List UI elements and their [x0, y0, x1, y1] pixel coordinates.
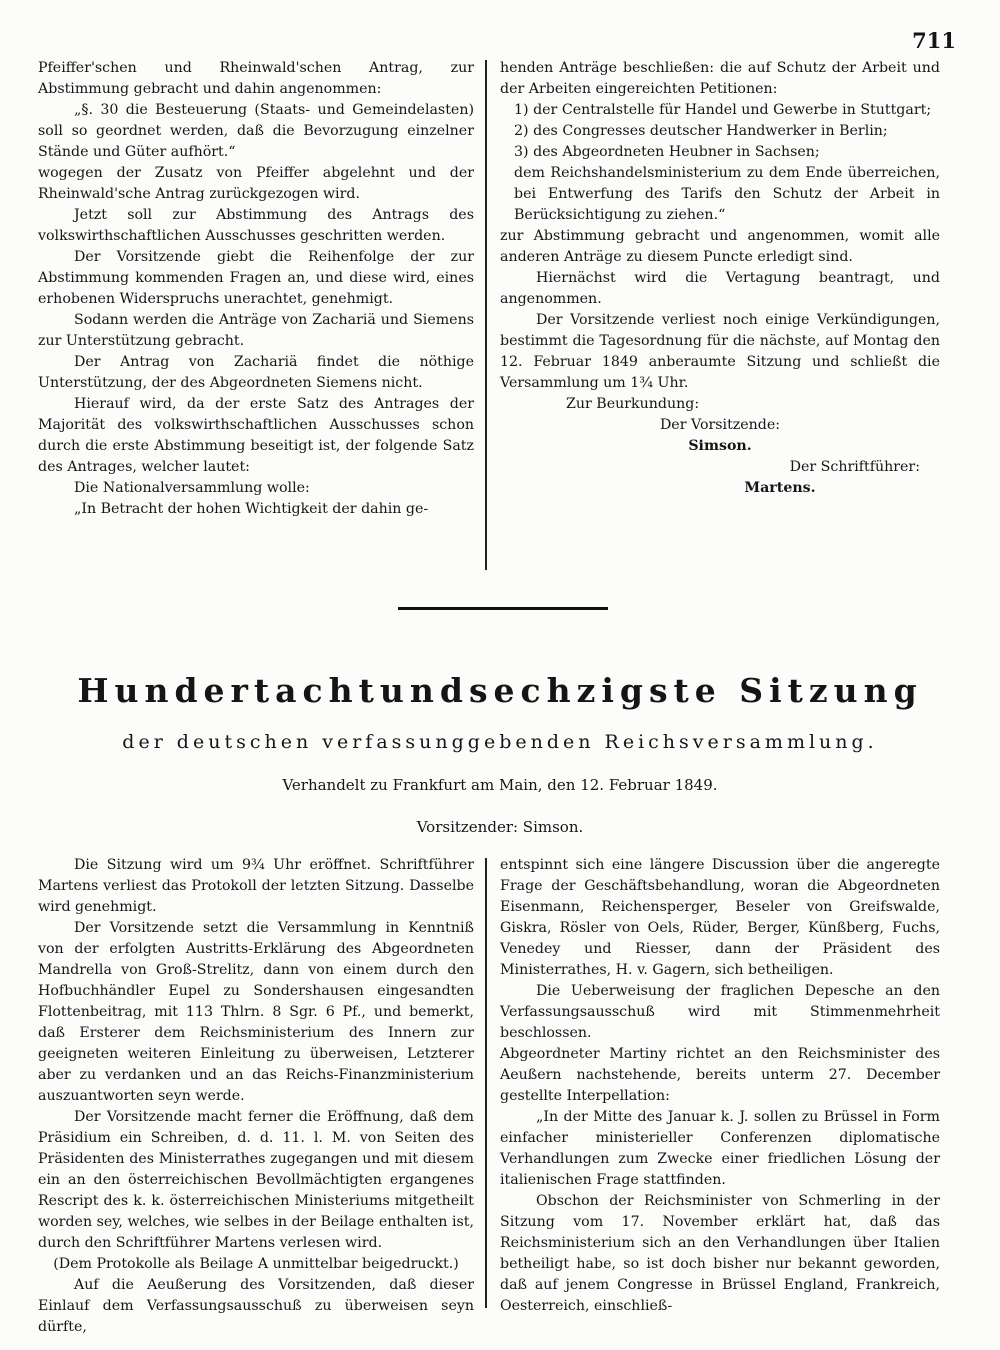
quote-paragraph: „§. 30 die Besteuerung (Staats- und Gemeindelasten) soll so geordnet werden, daß die Bevorzugung einzelner Stände und Güter aufhört.“: [38, 102, 474, 160]
paragraph: entspinnt sich eine längere Discussion über die angeregte Frage der Geschäftsbehandlung, woran die Abgeordneten Eisenmann, Reichensperger, Beseler von Greifswalde, Giskra, Rösler von Oels, Rüder, Berger, Künßberg, Fuchs, Venedey und Riesser, dann der Präsident des Ministerrathes, H. v. Gagern, sich betheiligen.: [500, 857, 940, 978]
bottom-left-column: [38, 855, 474, 1338]
section-divider: [398, 607, 608, 610]
paragraph: wogegen der Zusatz von Pfeiffer abgelehnt und der Rheinwald'sche Antrag zurückgezogen wird.: [38, 165, 474, 202]
page-number: 711: [912, 28, 956, 53]
paragraph: Pfeiffer'schen und Rheinwald'schen Antrag, zur Abstimmung gebracht und dahin angenommen:: [38, 60, 474, 97]
paragraph: Die Nationalversammlung wolle:: [74, 480, 310, 496]
session-chair: Vorsitzender: Simson.: [416, 818, 584, 836]
secretary-title: Der Schriftführer:: [789, 459, 920, 475]
bottom-right-column: [500, 855, 940, 1317]
paragraph: Sodann werden die Anträge von Zachariä und Siemens zur Unterstützung gebracht.: [38, 312, 474, 349]
paragraph: zur Abstimmung gebracht und angenommen, womit alle anderen Anträge zu diesem Puncte erledigt sind.: [500, 228, 940, 265]
paragraph: Der Vorsitzende setzt die Versammlung in Kenntniß von der erfolgten Austritts-Erklärung des Abgeordneten Mandrella von Groß-Strelitz, dann von einem durch den Hofbuchhändler Eupel zu Sondershausen eingesandten Flottenbeitrag, mit 113 Thlrn. 8 Sgr. 6 Pf., und bemerkt, daß Ersterer dem Reichsministerium des Innern zur geeigneten weiteren Einleitung zu überweisen, Letzterer aber zu verdanken und an das Reichs-Finanzministerium auszuantworten seyn werde.: [38, 920, 474, 1104]
list-item: 2) des Congresses deutscher Handwerker in Berlin;: [514, 123, 888, 139]
paragraph: Der Vorsitzende macht ferner die Eröffnung, daß dem Präsidium ein Schreiben, d. d. 11. l. M. von Seiten des Präsidenten des Ministerrathes zugegangen und mit diesem ein an den österreichischen Bevollmächtigten ergangenes Rescript des k. k. österreichischen Ministeriums mitgetheilt worden sey, welches, wie selbes in der Beilage enthalten ist, durch den Schriftführer Martens verlesen wird.: [38, 1109, 474, 1251]
paragraph: (Dem Protokolle als Beilage A unmittelbar beigedruckt.): [53, 1256, 459, 1272]
paragraph: Auf die Aeußerung des Vorsitzenden, daß dieser Einlauf dem Verfassungsausschuß zu überweisen seyn dürfte,: [38, 1277, 474, 1335]
column-divider: [485, 858, 487, 1308]
session-subheading: der deutschen verfassunggebenden Reichsversammlung.: [122, 731, 878, 753]
paragraph: dem Reichshandelsministerium zu dem Ende überreichen, bei Entwerfung des Tarifs den Schutz der Arbeit in Berücksichtigung zu ziehen.“: [514, 165, 940, 223]
chair-title: Der Vorsitzende:: [659, 417, 781, 433]
top-right-column: [500, 58, 940, 499]
quote-paragraph: „In Betracht der hohen Wichtigkeit der dahin ge-: [74, 501, 429, 517]
list-item: 3) des Abgeordneten Heubner in Sachsen;: [514, 144, 820, 160]
top-left-column: [38, 58, 474, 520]
list-item: 1) der Centralstelle für Handel und Gewerbe in Stuttgart;: [514, 102, 932, 118]
session-heading: Hundertachtundsechzigste Sitzung: [77, 671, 923, 710]
paragraph: Jetzt soll zur Abstimmung des Antrags des volkswirthschaftlichen Ausschusses geschritten werden.: [38, 207, 474, 244]
paragraph: Obschon der Reichsminister von Schmerling in der Sitzung vom 17. November erklärt hat, daß das Reichsministerium sich an den Verhandlungen über Italien betheiligt habe, so ist doch bisher nur bekannt geworden, daß auf jenem Congresse in Brüssel England, Frankreich, Oesterreich, einschließ-: [500, 1193, 940, 1314]
paragraph: Hiernächst wird die Vertagung beantragt, und angenommen.: [500, 270, 940, 307]
attestation-label: Zur Beurkundung:: [566, 396, 700, 412]
chair-signature: Simson.: [688, 438, 752, 454]
paragraph: Der Vorsitzende giebt die Reihenfolge der zur Abstimmung kommenden Fragen an, und diese wird, eines erhobenen Widerspruchs unerachtet, genehmigt.: [38, 249, 474, 307]
session-date: Verhandelt zu Frankfurt am Main, den 12. Februar 1849.: [282, 776, 718, 794]
quote-paragraph: „In der Mitte des Januar k. J. sollen zu Brüssel in Form einfacher ministerieller Conferenzen diplomatische Verhandlungen zum Zwecke einer friedlichen Lösung der italienischen Frage stattfinden.: [500, 1109, 940, 1188]
column-divider: [485, 60, 487, 570]
paragraph: Der Antrag von Zachariä findet die nöthige Unterstützung, der des Abgeordneten Siemens nicht.: [38, 354, 474, 391]
paragraph: Die Ueberweisung der fraglichen Depesche an den Verfassungsausschuß wird mit Stimmenmehrheit beschlossen.: [500, 983, 940, 1041]
paragraph: henden Anträge beschließen: die auf Schutz der Arbeit und der Arbeiten eingereichten Petitionen:: [500, 60, 940, 97]
secretary-signature: Martens.: [744, 480, 816, 496]
paragraph: Die Sitzung wird um 9¾ Uhr eröffnet. Schriftführer Martens verliest das Protokoll der letzten Sitzung. Dasselbe wird genehmigt.: [38, 857, 474, 915]
paragraph: Der Vorsitzende verliest noch einige Verkündigungen, bestimmt die Tagesordnung für die nächste, auf Montag den 12. Februar 1849 anberaumte Sitzung und schließt die Versammlung um 1¾ Uhr.: [500, 312, 940, 391]
paragraph: Hierauf wird, da der erste Satz des Antrages der Majorität des volkswirthschaftlichen Ausschusses schon durch die erste Abstimmung beseitigt ist, der folgende Satz des Antrages, welcher lautet:: [38, 396, 474, 475]
paragraph: Abgeordneter Martiny richtet an den Reichsminister des Aeußern nachstehende, bereits unterm 27. December gestellte Interpellation:: [500, 1046, 940, 1104]
